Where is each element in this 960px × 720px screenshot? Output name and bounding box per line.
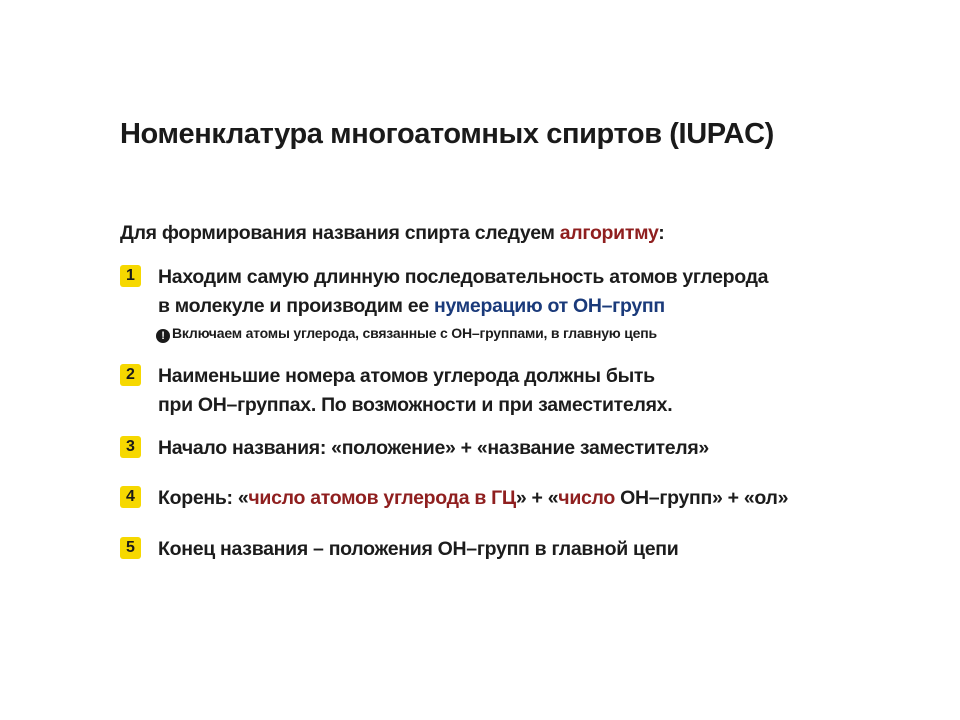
step-number-badge: 3 <box>120 436 141 458</box>
step-text <box>158 535 678 564</box>
step-line-lead: в молекуле и производим ее <box>158 295 435 317</box>
intro-tail: : <box>658 222 665 244</box>
intro-text <box>120 222 664 245</box>
intro-lead: Для формирования названия спирта следуем <box>120 222 560 244</box>
step-line: Находим самую длинную последовательность атомов углерода <box>158 266 769 288</box>
step-part: » + « <box>515 487 559 509</box>
step-text <box>158 362 672 420</box>
step-number-badge: 5 <box>120 537 141 559</box>
step-highlight: нумерацию от ОН–групп <box>434 295 665 317</box>
step-text <box>158 434 709 463</box>
step-number-badge: 4 <box>120 486 141 508</box>
intro-accent: алгоритму <box>559 222 659 244</box>
step-number-badge: 1 <box>120 265 141 287</box>
step-line: Наименьшие номера атомов углерода должны быть <box>158 365 655 387</box>
step-note <box>156 321 768 345</box>
page-title: Номенклатура многоатомных спиртов (IUPAC) <box>120 118 774 150</box>
step-text <box>158 263 768 345</box>
step-line: Начало названия: «положение» + «название заместителя» <box>158 437 709 459</box>
note-text: Включаем атомы углерода, связанные с ОН–группами, в главную цепь <box>172 325 657 341</box>
exclamation-icon: ! <box>156 329 170 343</box>
step-part: ОН–групп» + «ол» <box>615 487 789 509</box>
step-number-badge: 2 <box>120 364 141 386</box>
step-line: при ОН–группах. По возможности и при заместителях. <box>158 394 673 416</box>
step-part: Корень: « <box>158 487 249 509</box>
step-line <box>158 484 788 513</box>
step-highlight: число <box>558 487 615 509</box>
step-line <box>158 292 768 321</box>
step-highlight: число атомов углерода в ГЦ <box>248 487 516 509</box>
step-text <box>158 484 788 513</box>
step-line: Конец названия – положения ОН–групп в главной цепи <box>158 538 679 560</box>
